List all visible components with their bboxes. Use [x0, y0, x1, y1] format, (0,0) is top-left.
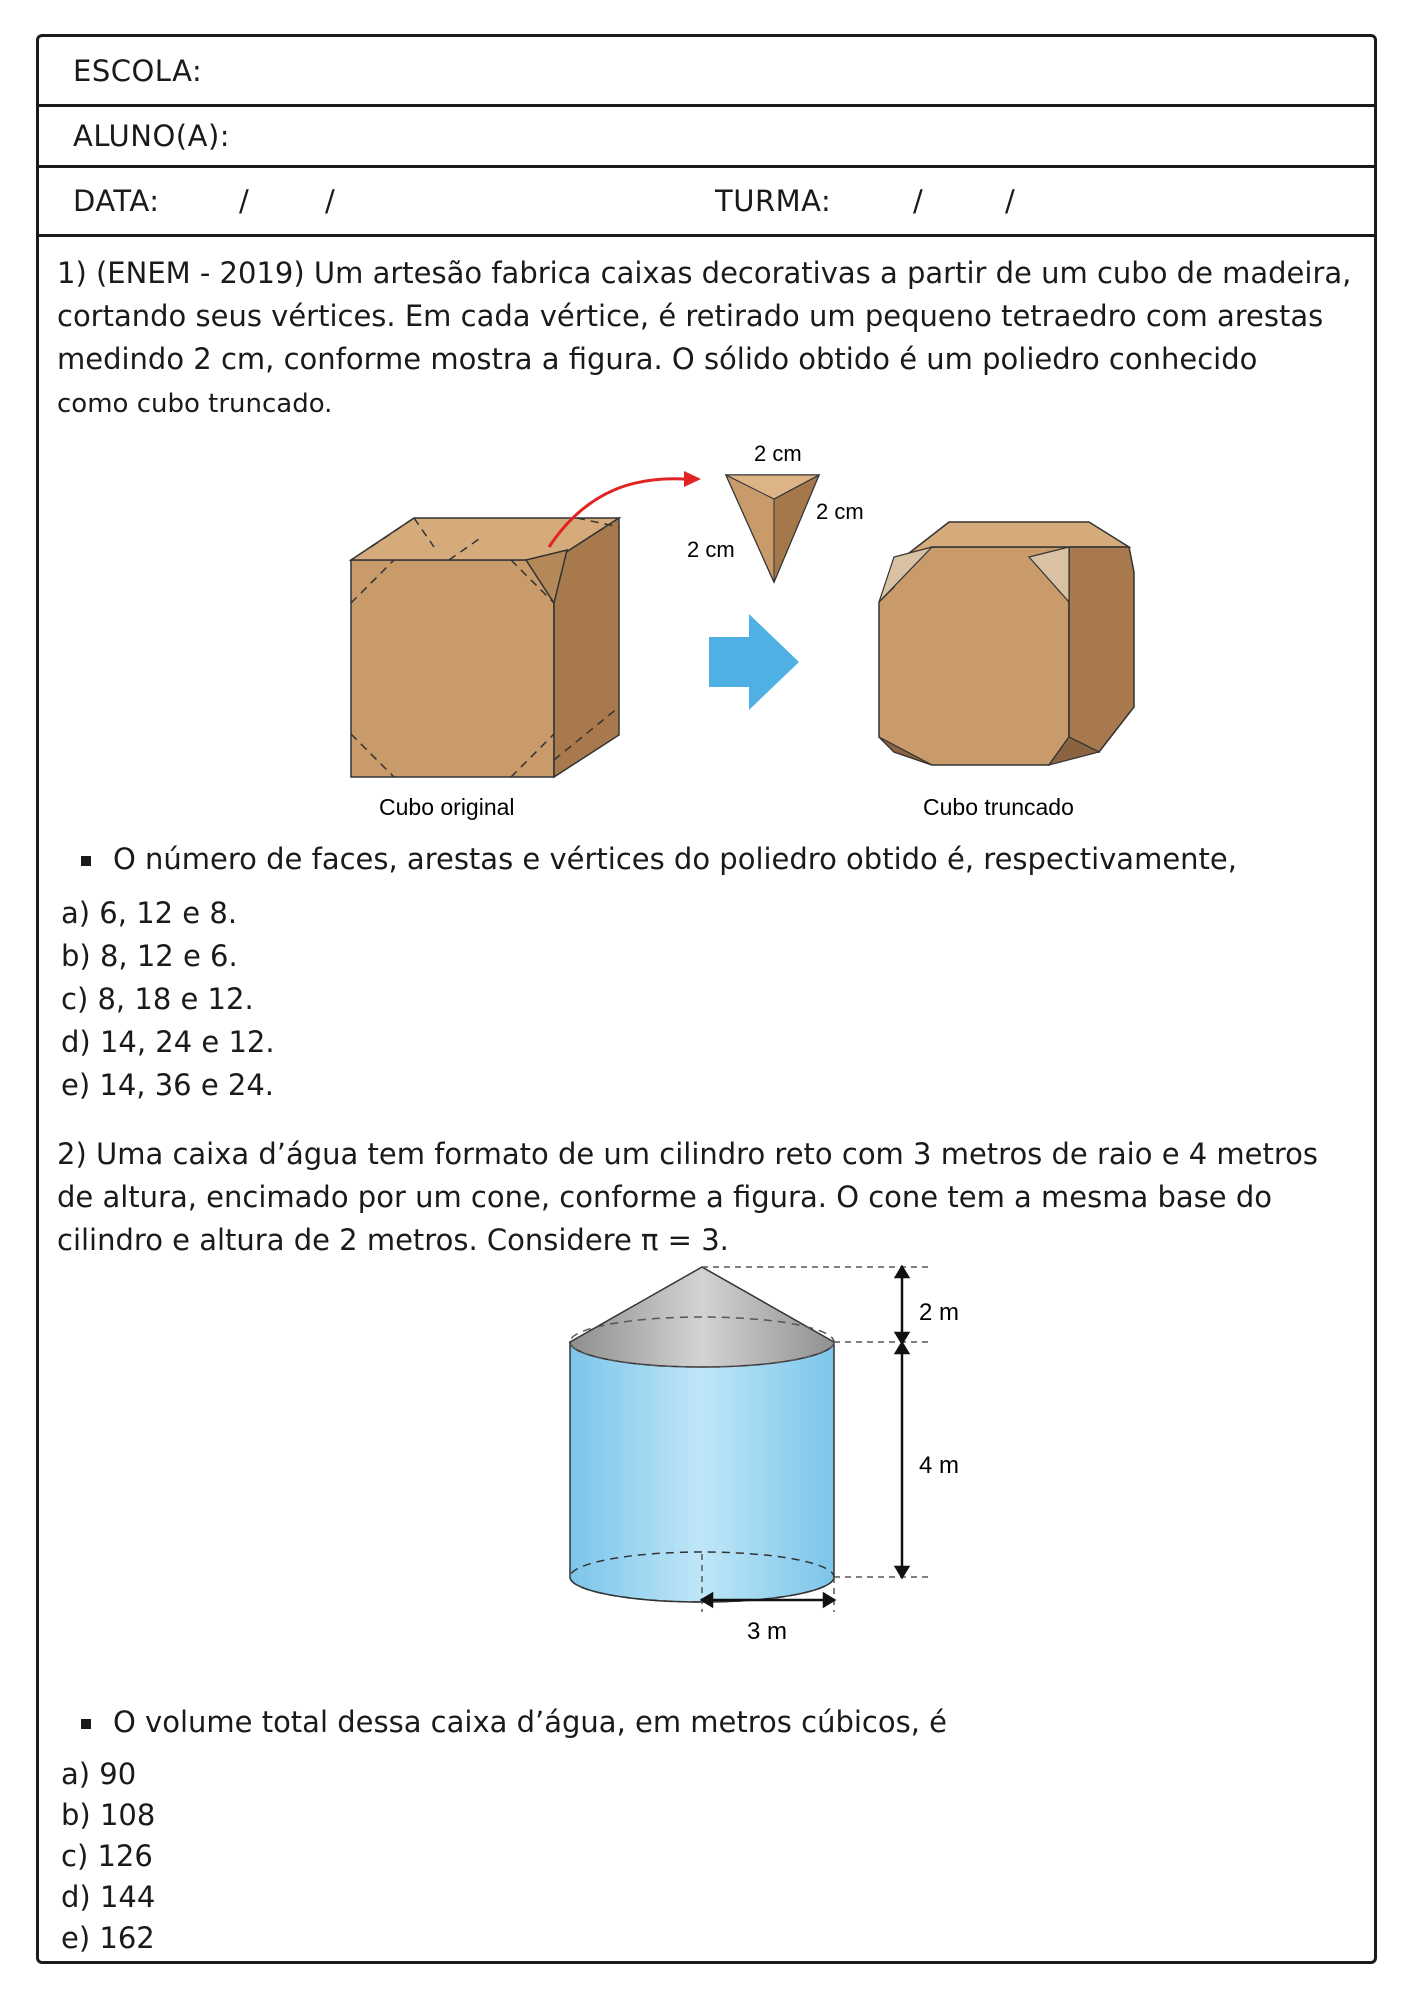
caption-original-cube: Cubo original — [379, 794, 515, 820]
tetrahedron — [726, 475, 819, 582]
cone — [570, 1267, 834, 1367]
truncated-cube-figure — [289, 407, 1169, 827]
blue-arrow-icon — [709, 614, 799, 710]
original-cube — [351, 518, 619, 777]
data-label: DATA: — [73, 184, 160, 218]
question-2-line: 2) Uma caixa d’água tem formato de um cilindro reto com 3 metros de raio e 4 metros — [57, 1137, 1319, 1171]
edge-label-left: 2 cm — [687, 537, 735, 562]
header-data-row — [39, 168, 1374, 237]
caption-truncated-cube: Cubo truncado — [923, 794, 1074, 820]
header-escola-row — [39, 37, 1374, 107]
header-aluno-row — [39, 107, 1374, 168]
question-2-line: cilindro e altura de 2 metros. Considere π = 3. — [57, 1223, 729, 1257]
turma-slash: / — [913, 184, 924, 218]
q1-option-a: a) 6, 12 e 8. — [61, 896, 238, 930]
q1-option-e: e) 14, 36 e 24. — [61, 1068, 275, 1102]
question-2-line: de altura, encimado por um cone, conforme a figura. O cone tem a mesma base do — [57, 1180, 1272, 1214]
q2-option-e: e) 162 — [61, 1921, 155, 1955]
data-slash: / — [325, 184, 336, 218]
worksheet — [36, 34, 1377, 1964]
q2-option-a: a) 90 — [61, 1757, 137, 1791]
question-2-prompt: O volume total dessa caixa d’água, em metros cúbicos, é — [81, 1701, 947, 1744]
question-1-line: cortando seus vértices. Em cada vértice, é retirado um pequeno tetraedro com arestas — [57, 299, 1324, 333]
cylinder — [570, 1342, 834, 1602]
question-1-line: 1) (ENEM - 2019) Um artesão fabrica caixas decorativas a partir de um cubo de madeira, — [57, 256, 1352, 290]
question-1-line: medindo 2 cm, conforme mostra a figura. O sólido obtido é um poliedro conhecido — [57, 342, 1258, 376]
edge-label-right: 2 cm — [816, 499, 864, 524]
turma-slash: / — [1005, 184, 1016, 218]
turma-label: TURMA: — [715, 184, 832, 218]
q1-option-c: c) 8, 18 e 12. — [61, 982, 254, 1016]
q2-option-c: c) 126 — [61, 1839, 153, 1873]
data-slash: / — [239, 184, 250, 218]
cylinder-height-label: 4 m — [919, 1452, 960, 1479]
q2-option-b: b) 108 — [61, 1798, 156, 1832]
radius-label: 3 m — [747, 1618, 788, 1645]
red-arrow-head — [684, 471, 701, 487]
question-1-line: como cubo truncado. — [57, 389, 333, 419]
water-tank-figure — [539, 1267, 999, 1645]
q2-option-d: d) 144 — [61, 1880, 156, 1914]
q1-option-b: b) 8, 12 e 6. — [61, 939, 238, 973]
cone-height-label: 2 m — [919, 1299, 960, 1326]
q1-option-d: d) 14, 24 e 12. — [61, 1025, 275, 1059]
truncated-cube — [879, 522, 1134, 765]
aluno-label: ALUNO(A): — [73, 119, 231, 153]
edge-label-top: 2 cm — [754, 441, 802, 466]
question-1-prompt: O número de faces, arestas e vértices do poliedro obtido é, respectivamente, — [81, 838, 1237, 881]
escola-label: ESCOLA: — [73, 53, 203, 88]
